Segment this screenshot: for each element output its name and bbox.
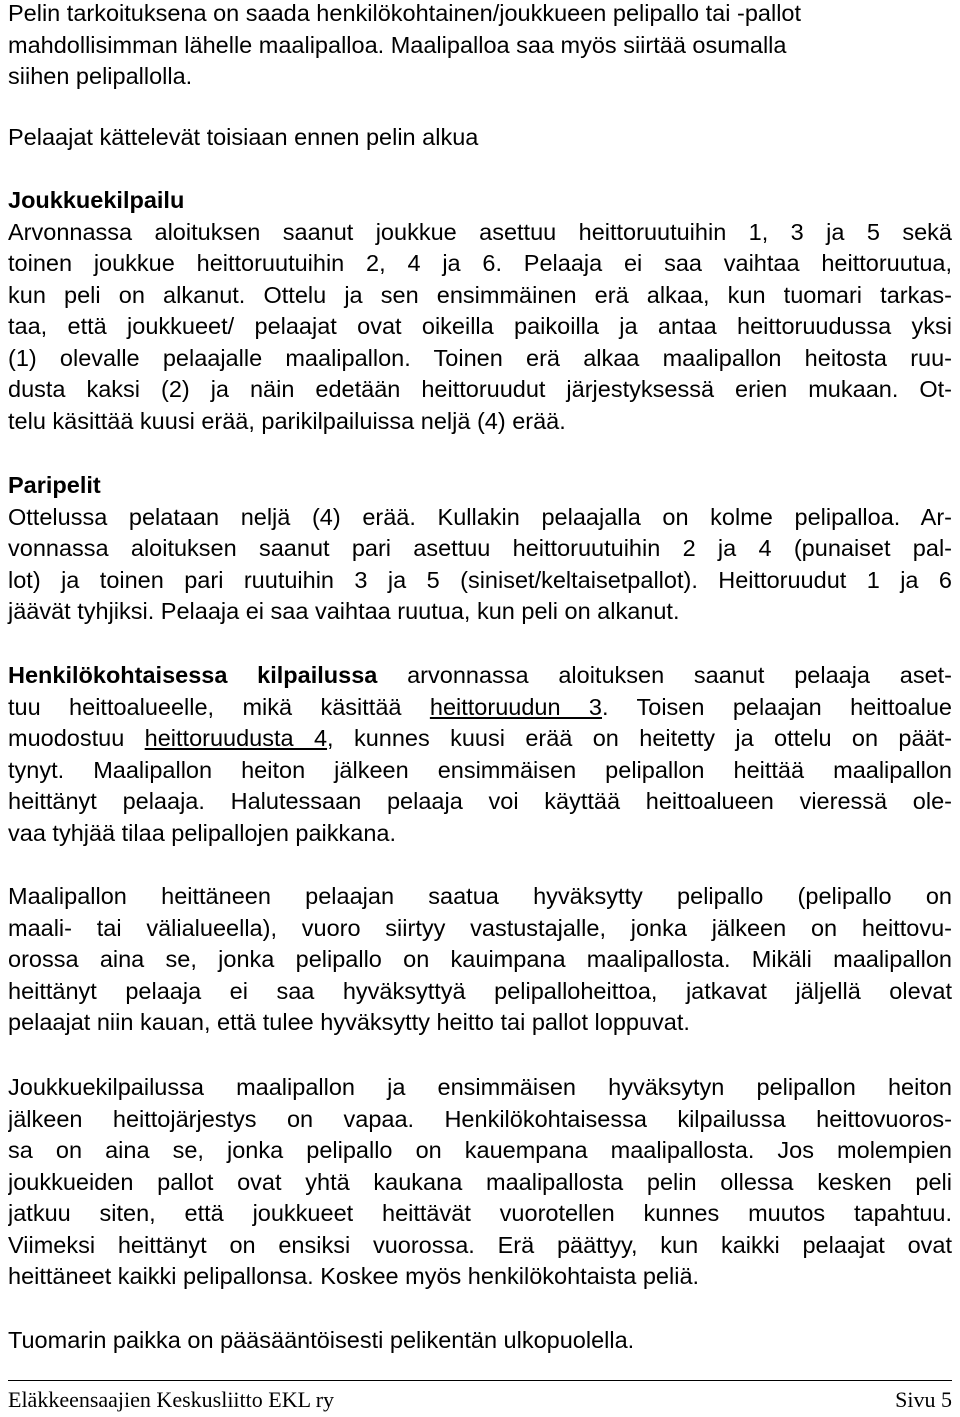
text-line: Ottelussa pelataan neljä (4) erää. Kullakin pelaajalla on kolme pelipalloa. Ar- <box>8 503 952 530</box>
team-order-paragraph <box>8 1072 952 1293</box>
text-fragment: , kunnes kuusi erää on heitetty ja ottelu on päät- <box>327 725 952 751</box>
text-line: Tuomarin paikka on pääsääntöisesti pelikentän ulkopuolella. <box>8 1327 635 1353</box>
text-line: tynyt. Maalipallon heiton jälkeen ensimmäisen pelipallon heittää maalipallon <box>8 756 952 783</box>
text-line <box>8 723 952 755</box>
text-line: Joukkuekilpailussa maalipallon ja ensimmäisen hyväksytyn pelipallon heiton <box>8 1074 952 1100</box>
greeting-paragraph <box>8 122 952 154</box>
text-line: siihen pelipallolla. <box>8 63 193 89</box>
text-line: dusta kaksi (2) ja näin edetään heittoruudut järjestyksessä erien mukaan. Ot- <box>8 376 952 402</box>
text-line: orossa aina se, jonka pelipallo on kauimpana maalipallosta. Mikäli maalipallon <box>8 946 952 972</box>
turns-paragraph <box>8 881 952 1039</box>
text-line: joukkueiden pallot ovat yhtä kaukana maalipallosta pelin ollessa kesken peli <box>8 1168 952 1195</box>
text-line: heittänyt pelaaja ei saa hyväksyttyä pelipalloheittoa, jatkavat jäljellä olevat <box>8 977 952 1004</box>
text-fragment: muodostuu <box>8 725 145 751</box>
text-fragment: arvonnassa aloituksen saanut pelaaja aset- <box>377 662 952 688</box>
text-fragment: . Toisen pelaajan heittoalue <box>602 693 952 720</box>
text-line: sa on aina se, jonka pelipallo on kauempana maalipallosta. Jos molempien <box>8 1137 952 1163</box>
text-line: Arvonnassa aloituksen saanut joukkue asettuu heittoruutuihin 1, 3 ja 5 sekä <box>8 218 952 245</box>
underlined-term: heittoruudun 3 <box>429 693 602 720</box>
page-number: Sivu 5 <box>895 1387 952 1412</box>
text-line: maali- tai välialueella), vuoro siirtyy vastustajalle, jonka jälkeen on heittovu- <box>8 914 952 941</box>
text-line <box>8 660 952 692</box>
text-line: Viimeksi heittänyt on ensiksi vuorossa. Erä päättyy, kun kaikki pelaajat ovat <box>8 1231 952 1258</box>
text-line: Pelaajat kättelevät toisiaan ennen pelin alkua <box>8 124 479 150</box>
individual-section <box>8 660 952 849</box>
text-line: Pelin tarkoituksena on saada henkilökohtainen/joukkueen pelipallo tai -pallot <box>8 0 802 26</box>
text-line: pelaajat niin kauan, että tulee hyväksytty heitto tai pallot loppuvat. <box>8 1009 690 1035</box>
page-footer <box>8 1380 952 1415</box>
intro-paragraph <box>8 0 952 93</box>
text-line: vaa tyhjää tilaa pelipallojen paikkana. <box>8 819 397 846</box>
text-line: jälkeen heittojärjestys on vapaa. Henkilökohtaisessa kilpailussa heittovuoros- <box>8 1105 952 1132</box>
text-line <box>8 692 952 724</box>
footer-organization: Eläkkeensaajien Keskusliitto EKL ry <box>8 1387 335 1412</box>
text-line: jatkuu siten, että joukkueet heittävät vuorotellen kunnes muutos tapahtuu. <box>8 1200 952 1226</box>
text-line: kun peli on alkanut. Ottelu ja sen ensimmäinen erä alkaa, kun tuomari tarkas- <box>8 281 952 308</box>
section-heading: Joukkuekilpailu <box>8 187 185 213</box>
team-section <box>8 185 952 437</box>
text-line: heittäneet kaikki pelipallonsa. Koskee myös henkilökohtaista peliä. <box>8 1263 700 1289</box>
section-heading: Paripelit <box>8 472 101 498</box>
text-line: telu käsittää kuusi erää, parikilpailuissa neljä (4) erää. <box>8 407 566 434</box>
text-fragment: tuu heittoalueelle, mikä käsittää <box>8 693 430 720</box>
text-line: lot) ja toinen pari ruutuihin 3 ja 5 (siniset/keltaisetpallot). Heittoruudut 1 ja 6 <box>8 566 952 593</box>
text-line: heittänyt pelaaja. Halutessaan pelaaja voi käyttää heittoalueen vieressä ole- <box>8 788 952 814</box>
text-line: toinen joukkue heittoruutuihin 2, 4 ja 6. Pelaaja ei saa vaihtaa heittoruutua, <box>8 250 952 276</box>
text-line: mahdollisimman lähelle maalipalloa. Maalipalloa saa myös siirtää osumalla <box>8 31 787 58</box>
text-line: Maalipallon heittäneen pelaajan saatua hyväksytty pelipallo (pelipallo on <box>8 883 952 909</box>
text-line: jäävät tyhjiksi. Pelaaja ei saa vaihtaa ruutua, kun peli on alkanut. <box>8 598 680 624</box>
text-line: (1) olevalle pelaajalle maalipallon. Toinen erä alkaa maalipallon heitosta ruu- <box>8 344 952 371</box>
text-line: taa, että joukkueet/ pelaajat ovat oikeilla paikoilla ja antaa heittoruudussa yksi <box>8 313 952 339</box>
referee-paragraph <box>8 1325 952 1357</box>
pairs-section <box>8 470 952 628</box>
text-line: vonnassa aloituksen saanut pari asettuu heittoruutuihin 2 ja 4 (punaiset pal- <box>8 535 952 561</box>
bold-term: Henkilökohtaisessa kilpailussa <box>8 662 378 688</box>
underlined-term: heittoruudusta 4 <box>144 725 328 751</box>
